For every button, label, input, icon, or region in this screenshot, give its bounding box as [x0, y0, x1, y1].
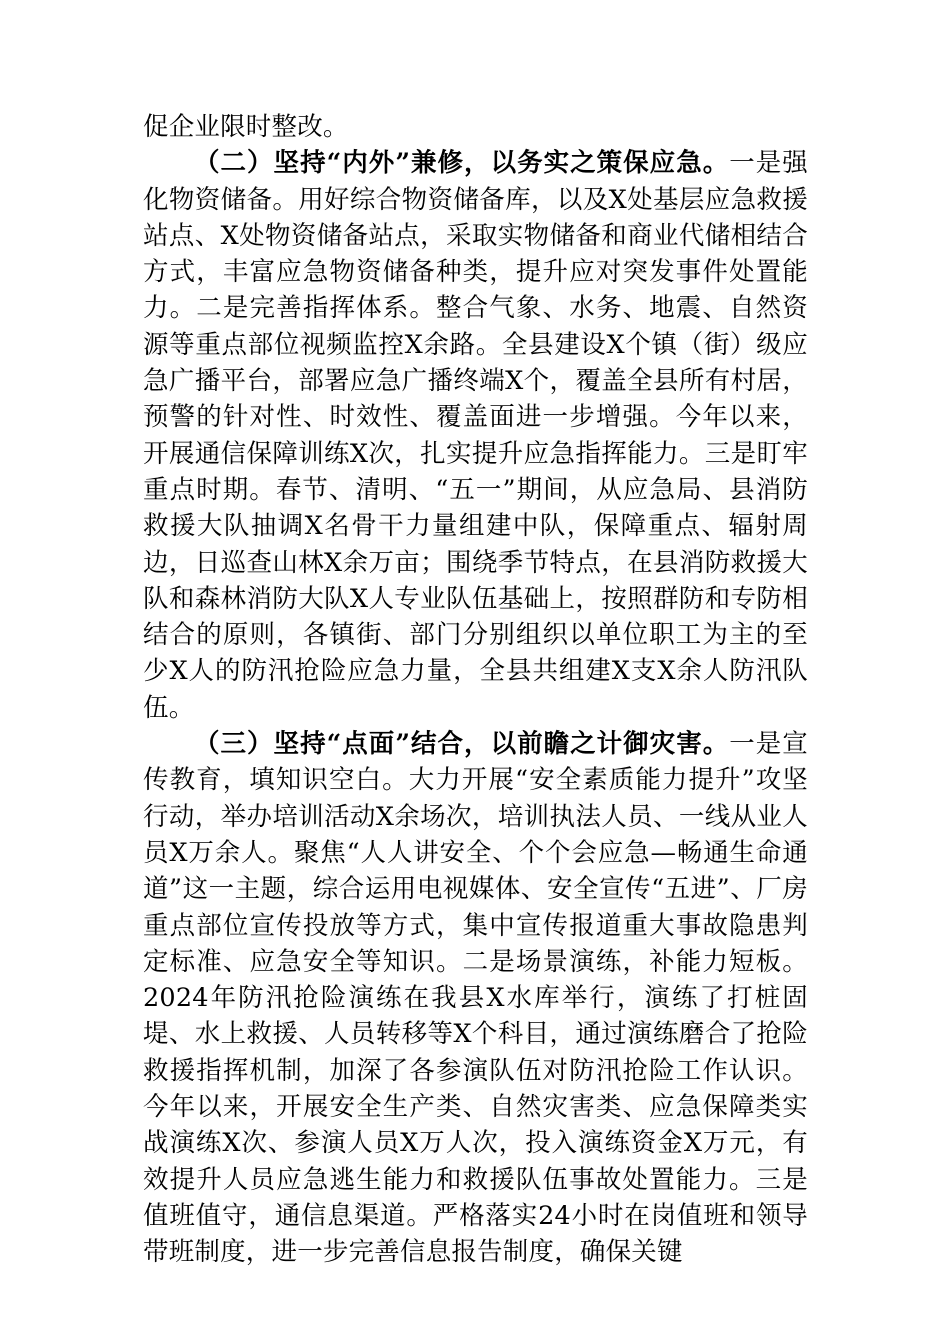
paragraph-text: 一是宣传教育，填知识空白。大力开展“安全素质能力提升”攻坚行动，举办培训活动X余场次，培训执法人员、一线从业人员X万余人。聚焦“人人讲安全、个个会应急—畅通生命通道”这一主题，综合运用电视媒体、安全宣传“五进”、厂房重点部位宣传投放等方式，集中宣传报道重大事故隐患判定标准、应急安全等知识。二是场景演练，补能力短板。2024年防汛抢险演练在我县X水库举行，演练了打桩固堤、水上救援、人员转移等X个科目，通过演练磨合了抢险救援指挥机制，加深了各参演队伍对防汛抢险工作认识。今年以来，开展安全生产类、自然灾害类、应急保障类实战演练X次、参演人员X万人次，投入演练资金X万元，有效提升人员应急逃生能力和救援队伍事故处置能力。三是值班值守，通信息渠道。严格落实24小时在岗值班和领导带班制度，进一步完善信息报告制度，确保关键 [143, 729, 808, 1268]
document-body [143, 109, 808, 1271]
paragraph-text: 一是强化物资储备。用好综合物资储备库，以及X处基层应急救援站点、X处物资储备站点，采取实物储备和商业代储相结合方式，丰富应急物资储备种类，提升应对突发事件处置能力。二是完善指挥体系。整合气象、水务、地震、自然资源等重点部位视频监控X余路。全县建设X个镇（街）级应急广播平台，部署应急广播终端X个，覆盖全县所有村居，预警的针对性、时效性、覆盖面进一步增强。今年以来，开展通信保障训练X次，扎实提升应急指挥能力。三是盯牢重点时期。春节、清明、“五一”期间，从应急局、县消防救援大队抽调X名骨干力量组建中队，保障重点、辐射周边，日巡查山林X余万亩；围绕季节特点，在县消防救援大队和森林消防大队X人专业队伍基础上，按照群防和专防相结合的原则，各镇街、部门分别组织以单位职工为主的至少X人的防汛抢险应急力量，全县共组建X支X余人防汛队伍。 [143, 148, 808, 723]
section-heading: （二）坚持“内外”兼修，以务实之策保应急。 [194, 148, 730, 179]
paragraph-section-3 [143, 726, 808, 1270]
paragraph-text: 促企业限时整改。 [143, 112, 349, 142]
section-heading: （三）坚持“点面”结合，以前瞻之计御灾害。 [194, 729, 730, 760]
paragraph-continuation [143, 109, 808, 145]
paragraph-section-2 [143, 145, 808, 726]
